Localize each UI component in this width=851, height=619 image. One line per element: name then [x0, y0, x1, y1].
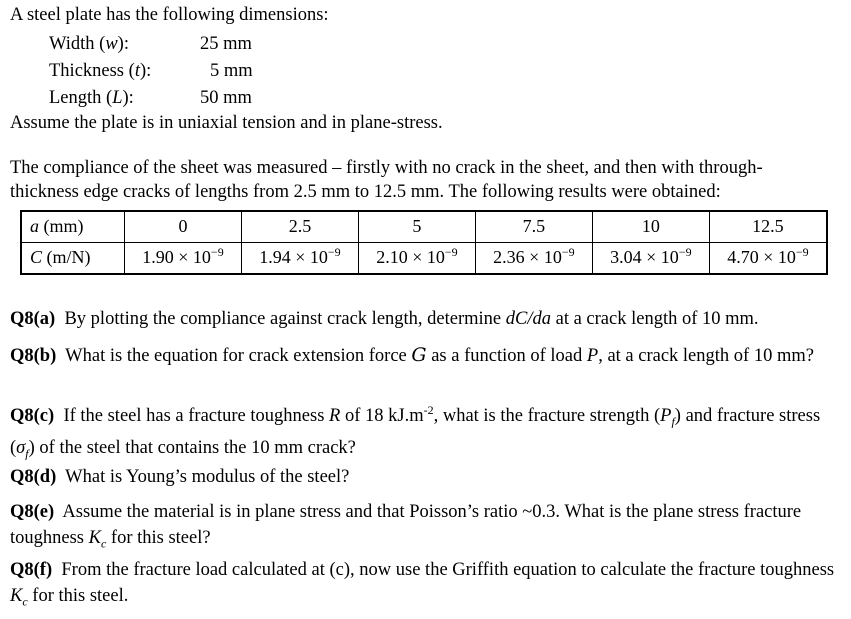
dimension-symbol: t: [134, 61, 140, 81]
table-cell: 10: [592, 211, 709, 243]
dimension-symbol: L: [112, 88, 123, 108]
dimension-value: 25 mm: [200, 34, 252, 54]
question-e: Q8(e) Assume the material is in plane stress and that Poisson’s ratio ~0.3. What is the plane stress fracture toughness $K_c$ for this steel?: [10, 502, 802, 551]
question-label: Q8(e): [10, 502, 55, 522]
question-label: Q8(b): [10, 346, 57, 366]
table-cell: 2.5: [241, 211, 358, 243]
intro-heading: A steel plate has the following dimensions:: [10, 5, 329, 25]
compliance-line-2: thickness edge cracks of lengths from 2.5 mm to 12.5 mm. The following results were obtained:: [10, 182, 721, 202]
table-cell: $4.70 \times 10^{-9}$: [709, 243, 827, 275]
dimension-name: Thickness: [49, 61, 125, 81]
table-cell: 12.5: [709, 211, 827, 243]
crack-length-row: [21, 211, 827, 243]
table-cell: 7.5: [475, 211, 592, 243]
table-cell: $2.36 \times 10^{-9}$: [475, 243, 592, 275]
row-header-a: a (mm): [21, 211, 125, 243]
dimension-symbol: w: [105, 34, 118, 54]
compliance-table: [20, 210, 828, 275]
question-d: Q8(d) What is Young’s modulus of the steel?: [10, 467, 350, 487]
row-header-c: C (m/N): [21, 243, 125, 275]
table-cell: $1.90 \times 10^{-9}$: [125, 243, 242, 275]
table-cell: $2.10 \times 10^{-9}$: [358, 243, 475, 275]
compliance-line-1: The compliance of the sheet was measured – firstly with no crack in the sheet, and then with through-: [10, 158, 763, 178]
dimension-value: 5 mm: [210, 61, 253, 81]
table-cell: 0: [125, 211, 242, 243]
compliance-row: [21, 243, 827, 275]
question-f: Q8(f) From the fracture load calculated at (c), now use the Griffith equation to calculate the fracture toughness $K_c$ for this steel.: [10, 560, 835, 609]
table-cell: 5: [358, 211, 475, 243]
question-label: Q8(f): [10, 560, 53, 580]
table-cell: $3.04 \times 10^{-9}$: [592, 243, 709, 275]
dimension-name: Length: [49, 88, 102, 108]
dimension-name: Width: [49, 34, 95, 54]
dimension-value: 50 mm: [200, 88, 252, 108]
question-label: Q8(d): [10, 467, 57, 487]
question-a: Q8(a) By plotting the compliance against crack length, determine dC/da at a crack length of 10 mm.: [10, 309, 759, 329]
question-label: Q8(a): [10, 309, 56, 329]
table-cell: $1.94 \times 10^{-9}$: [241, 243, 358, 275]
question-label: Q8(c): [10, 406, 55, 426]
assumption-text: Assume the plate is in uniaxial tension and in plane-stress.: [10, 113, 443, 133]
question-c: Q8(c) If the steel has a fracture toughness R of 18 $kJ.m^{-2}$, what is the fracture strength $(P_f)$ and fracture stress $(\sigma_f)$ of the steel that contains the 10 mm crack?: [10, 403, 821, 461]
question-b: Q8(b) What is the equation for crack extension force G as a function of load P, at a crack length of 10 mm?: [10, 344, 814, 366]
